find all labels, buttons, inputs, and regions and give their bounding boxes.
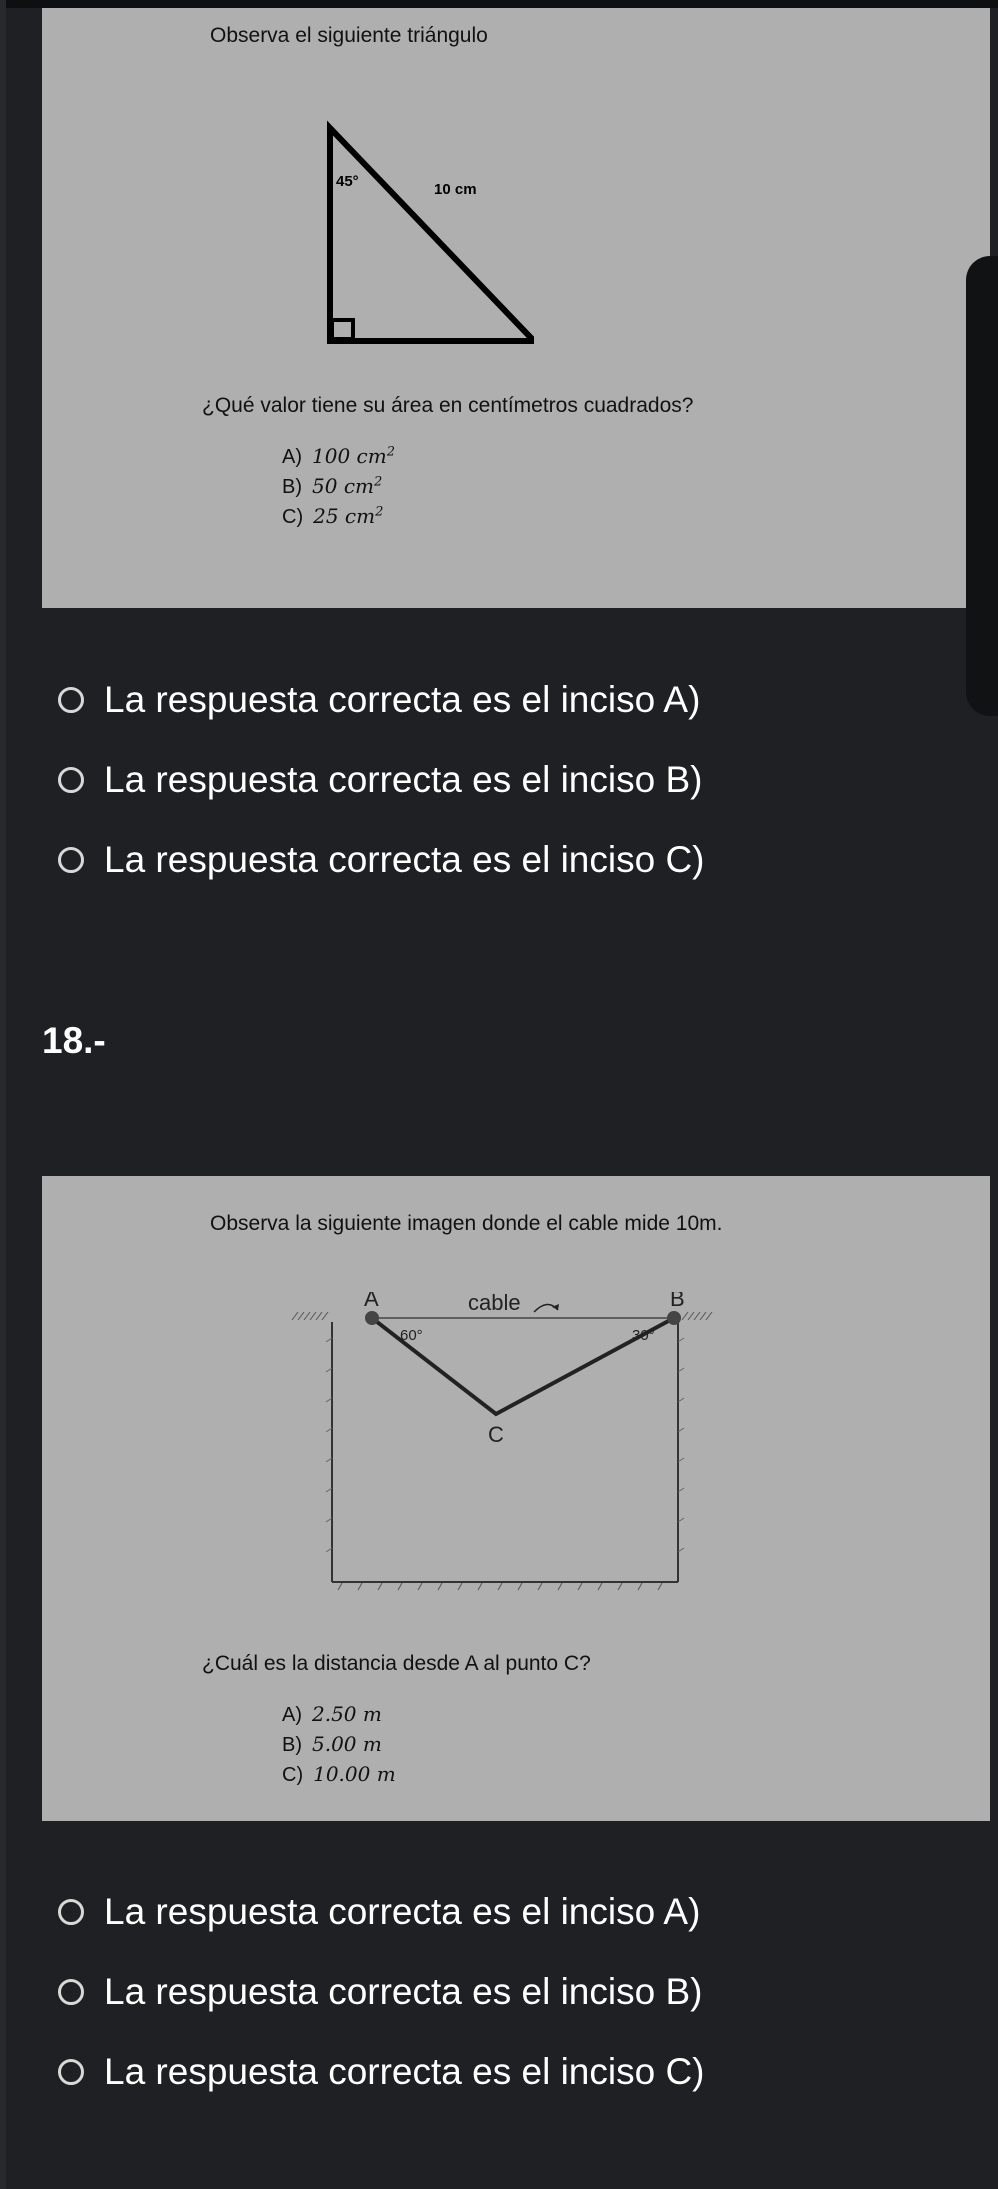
option-unit: cm	[344, 504, 376, 528]
option-letter: A)	[282, 1704, 302, 1726]
q18-answer-b[interactable]	[58, 1970, 702, 2014]
question-17-option-a	[282, 444, 395, 469]
option-value: 10.00	[313, 1762, 371, 1786]
option-value: 50	[312, 474, 338, 498]
q17-answer-b[interactable]	[58, 758, 702, 802]
option-unit: m	[362, 1702, 382, 1726]
radio-icon[interactable]	[58, 687, 84, 713]
ceiling-hatch-left	[292, 1312, 328, 1320]
radio-icon[interactable]	[58, 767, 84, 793]
question-17-image-card	[42, 8, 990, 608]
answer-label: La respuesta correcta es el inciso A)	[104, 679, 701, 720]
question-18-option-a	[282, 1702, 382, 1727]
triangle-angle-label: 45°	[336, 173, 359, 190]
angle-b-label: 30°	[632, 1327, 655, 1344]
answer-label: La respuesta correcta es el inciso C)	[104, 2051, 705, 2092]
point-a-label: A	[364, 1292, 379, 1311]
option-exponent: 2	[375, 504, 384, 520]
option-unit: m	[376, 1762, 396, 1786]
triangle-shape	[330, 128, 534, 341]
cable-diagram-figure	[282, 1292, 742, 1612]
right-triangle-figure	[274, 108, 534, 358]
point-a-pin	[365, 1311, 379, 1325]
point-c-label: C	[488, 1422, 504, 1447]
q17-answer-c[interactable]	[58, 838, 705, 882]
option-letter: C)	[282, 506, 304, 528]
question-17-prompt: Observa el siguiente triángulo	[210, 24, 488, 47]
answer-label: La respuesta correcta es el inciso B)	[104, 759, 703, 800]
radio-icon[interactable]	[58, 2059, 84, 2085]
question-18-option-c	[282, 1762, 396, 1787]
answer-label: La respuesta correcta es el inciso C)	[104, 839, 705, 880]
option-unit: m	[362, 1732, 382, 1756]
triangle-side-label: 10 cm	[434, 181, 477, 198]
answer-label: La respuesta correcta es el inciso B)	[104, 1971, 703, 2012]
cable-arrowhead	[552, 1304, 559, 1310]
question-18-number: 18.-	[42, 1020, 106, 1061]
radio-icon[interactable]	[58, 847, 84, 873]
left-edge-bar	[0, 0, 6, 2189]
point-b-pin	[667, 1311, 681, 1325]
question-18-prompt: Observa la siguiente imagen donde el cable mide 10m.	[210, 1212, 723, 1235]
option-exponent: 2	[373, 474, 383, 490]
option-letter: B)	[282, 476, 302, 498]
question-17-option-b	[282, 474, 382, 499]
option-unit: cm	[343, 474, 374, 498]
ceiling-hatch-right	[682, 1312, 712, 1320]
radio-icon[interactable]	[58, 1899, 84, 1925]
question-18-image-card	[42, 1176, 990, 1821]
option-value: 5.00	[312, 1732, 357, 1756]
option-letter: C)	[282, 1764, 304, 1786]
answer-label: La respuesta correcta es el inciso A)	[104, 1891, 701, 1932]
cable-arrow	[534, 1304, 558, 1312]
question-17-option-c	[282, 504, 383, 529]
option-value: 25	[313, 504, 339, 528]
option-letter: A)	[282, 446, 302, 468]
option-value: 100	[312, 444, 351, 468]
cable-label: cable	[468, 1292, 521, 1315]
q18-answer-a[interactable]	[58, 1890, 700, 1934]
floor-hatch	[338, 1583, 662, 1590]
point-b-label: B	[670, 1292, 685, 1311]
question-18-question: ¿Cuál es la distancia desde A al punto C?	[202, 1652, 591, 1675]
option-exponent: 2	[386, 444, 395, 460]
option-letter: B)	[282, 1734, 302, 1756]
q17-answer-a[interactable]	[58, 678, 700, 722]
question-17-question: ¿Qué valor tiene su área en centímetros cuadrados?	[202, 394, 694, 417]
scrollbar-thumb[interactable]	[966, 256, 998, 716]
angle-a-label: 60°	[400, 1327, 423, 1344]
option-value: 2.50	[312, 1702, 357, 1726]
question-18-option-b	[282, 1732, 382, 1757]
right-angle-marker	[332, 320, 353, 339]
q18-answer-c[interactable]	[58, 2050, 705, 2094]
option-unit: cm	[356, 444, 387, 468]
radio-icon[interactable]	[58, 1979, 84, 2005]
top-status-bar	[0, 0, 998, 8]
